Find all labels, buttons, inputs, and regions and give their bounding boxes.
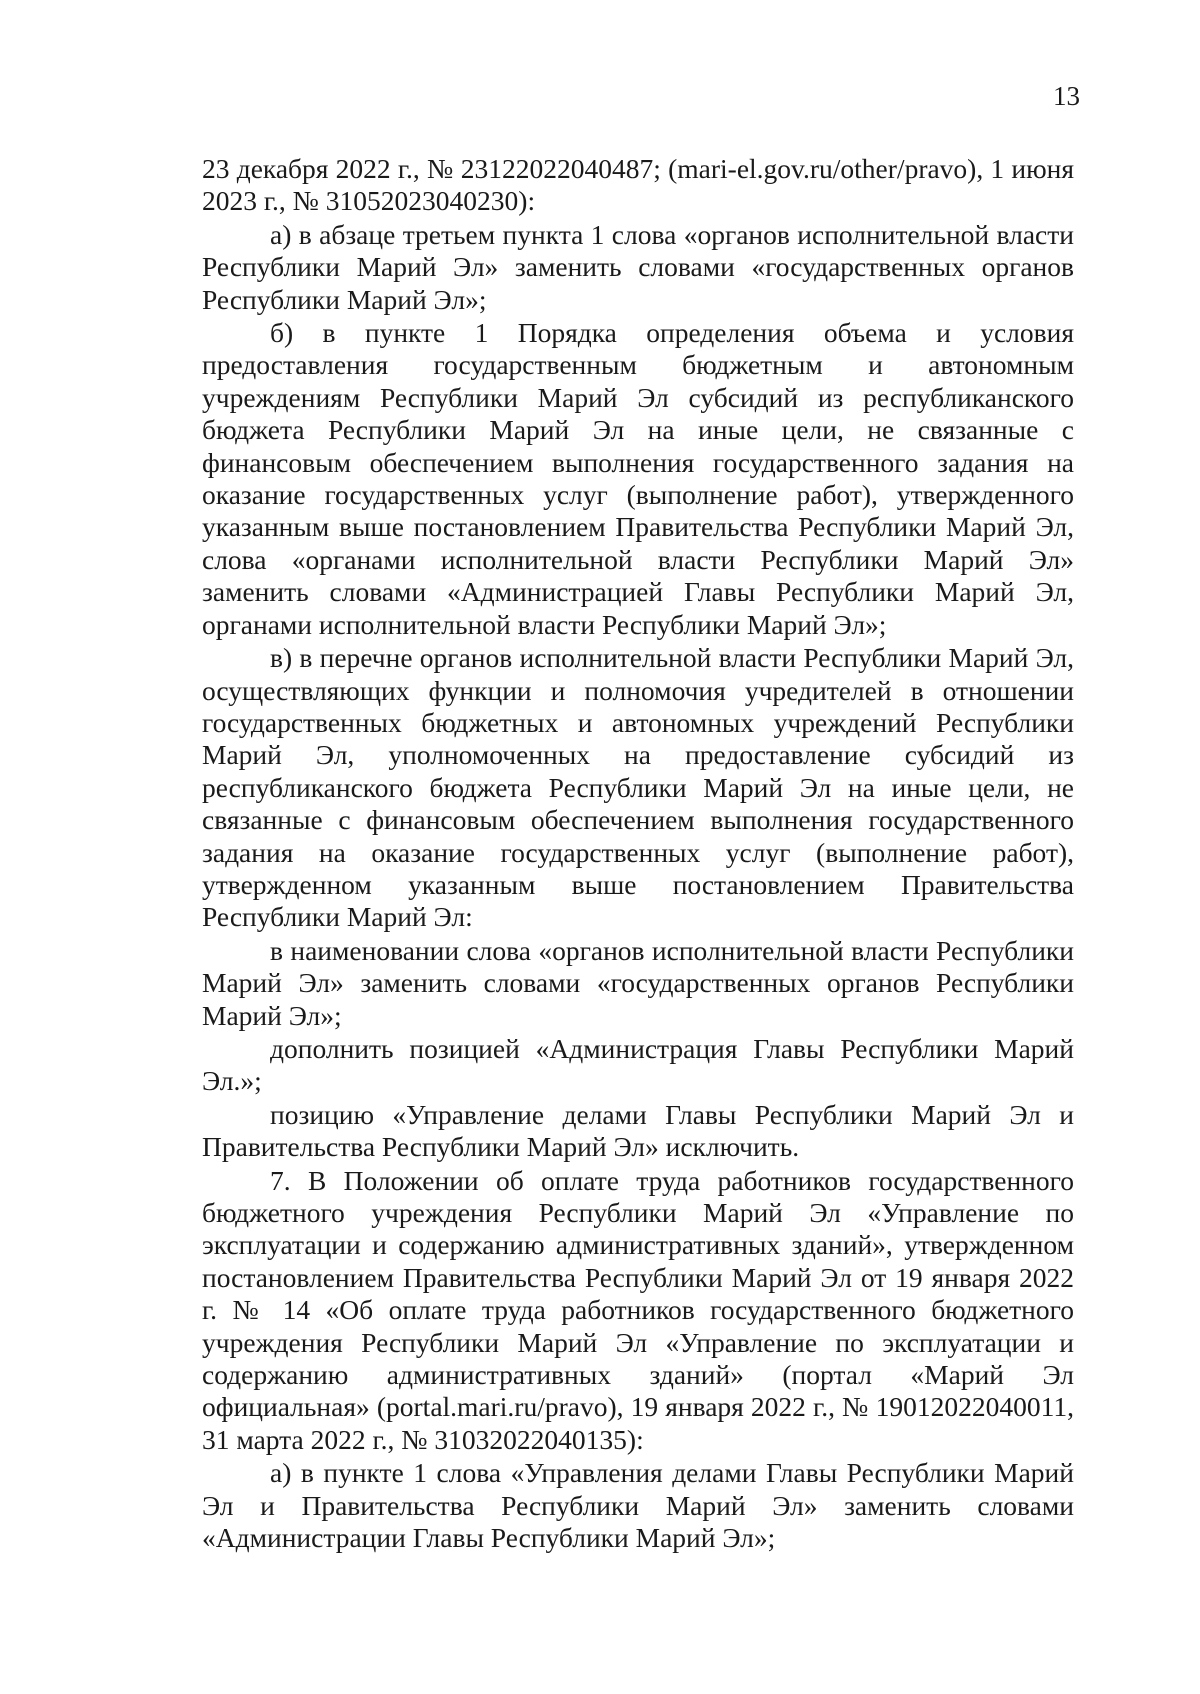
paragraph-section-7: 7. В Положении об оплате труда работников государственного бюджетного учреждения Республики Марий Эл «Управление по эксплуатации и содержанию административных зданий», утвержденном постановлением Правительства Республики Марий Эл от 19 января 2022 г. № 14 «Об оплате труда работников государственного бюджетного учреждения Республики Марий Эл «Управление по эксплуатации и содержанию административных зданий» (портал «Марий Эл официальная» (portal.mari.ru/pravo), 19 января 2022 г., № 19012022040011, 31 марта 2022 г., № 31032022040135): (202, 1164, 1074, 1455)
paragraph-item-v: в) в перечне органов исполнительной власти Республики Марий Эл, осуществляющих функции и полномочия учредителей в отношении государственных бюджетных и автономных учреждений Республики Марий Эл, уполномоченных на предоставление субсидий из республиканского бюджета Республики Марий Эл на иные цели, не связанные с финансовым обеспечением выполнения государственного задания на оказание государственных услуг (выполнение работ), утвержденном указанным выше постановлением Правительства Республики Марий Эл: (202, 642, 1074, 933)
paragraph-item-a: а) в абзаце третьем пункта 1 слова «органов исполнительной власти Республики Марий Эл» заменить словами «государственных органов Республики Марий Эл»; (202, 218, 1074, 315)
paragraph-item-b: б) в пункте 1 Порядка определения объема и условия предоставления государственным бюджетным и автономным учреждениям Республики Марий Эл субсидий из республиканского бюджета Республики Марий Эл на иные цели, не связанные с финансовым обеспечением выполнения государственного задания на оказание государственных услуг (выполнение работ), утвержденного указанным выше постановлением Правительства Республики Марий Эл, слова «органами исполнительной власти Республики Марий Эл» заменить словами «Администрацией Главы Республики Марий Эл, органами исполнительной власти Республики Марий Эл»; (202, 317, 1074, 640)
page-number: 13 (1053, 81, 1080, 111)
document-body (202, 153, 1074, 1555)
paragraph-section-7-item-a: а) в пункте 1 слова «Управления делами Главы Республики Марий Эл и Правительства Республики Марий Эл» заменить словами «Администрации Главы Республики Марий Эл»; (202, 1457, 1074, 1554)
paragraph-intro-dates: 23 декабря 2022 г., № 23122022040487; (mari-el.gov.ru/other/pravo), 1 июня 2023 г., № 31052023040230): (202, 153, 1074, 217)
paragraph-item-v-naming: в наименовании слова «органов исполнительной власти Республики Марий Эл» заменить словами «государственных органов Республики Марий Эл»; (202, 934, 1074, 1031)
paragraph-item-v-add-position: дополнить позицией «Администрация Главы Республики Марий Эл.»; (202, 1032, 1074, 1097)
paragraph-item-v-exclude-position: позицию «Управление делами Главы Республики Марий Эл и Правительства Республики Марий Эл» исключить. (202, 1098, 1074, 1163)
